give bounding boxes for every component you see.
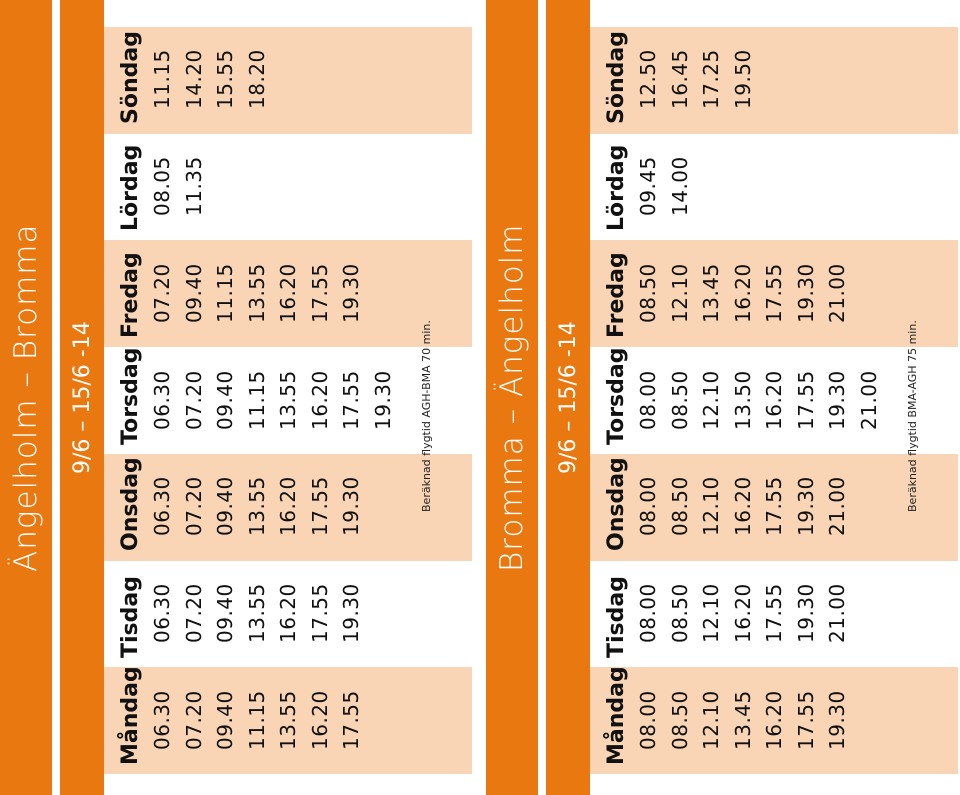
day-header: Torsdag <box>118 347 143 445</box>
schedule-grid <box>590 0 958 795</box>
departure-time: 13.45 <box>730 690 755 750</box>
departure-time: 08.50 <box>636 263 660 323</box>
departure-time: 08.50 <box>667 583 692 644</box>
departure-time: 17.55 <box>762 476 786 537</box>
departure-time: 12.10 <box>699 369 723 430</box>
day-header: Tisdag <box>604 576 629 659</box>
flight-time-note: Beräknad flygtid AGH-BMA 70 min. <box>420 320 433 512</box>
departure-time: 08.00 <box>636 369 660 430</box>
departure-time: 17.55 <box>307 476 332 537</box>
departure-time: 06.30 <box>150 476 174 537</box>
departure-time: 19.30 <box>370 369 395 430</box>
departure-time: 16.20 <box>730 583 755 644</box>
flight-time-note: Beräknad flygtid BMA-AGH 75 min. <box>906 320 919 512</box>
departure-time: 19.30 <box>339 583 363 644</box>
date-range: 9/6 – 15/6 -14 <box>69 320 95 474</box>
departure-time: 08.50 <box>667 369 692 430</box>
departure-time: 19.30 <box>339 263 363 323</box>
departure-time: 15.55 <box>213 49 237 110</box>
day-header: Söndag <box>604 31 629 125</box>
departure-time: 13.50 <box>730 369 755 430</box>
departure-time: 09.40 <box>213 476 237 537</box>
departure-time: 16.20 <box>730 263 755 323</box>
day-header: Lördag <box>604 144 629 231</box>
departure-time: 16.20 <box>762 369 786 430</box>
departure-time: 08.50 <box>667 476 692 537</box>
day-header: Tisdag <box>118 576 143 659</box>
departure-time: 13.55 <box>244 263 269 323</box>
departure-time: 12.10 <box>699 690 723 750</box>
departure-time: 12.10 <box>699 476 723 537</box>
departure-time: 12.10 <box>667 263 692 323</box>
route-title: Ängelholm – Bromma <box>8 223 44 572</box>
departure-time: 13.45 <box>699 263 723 323</box>
departure-time: 13.55 <box>244 476 269 537</box>
departure-time: 11.15 <box>150 49 174 110</box>
departure-time: 16.20 <box>307 690 332 750</box>
departure-time: 08.00 <box>636 690 660 750</box>
departure-time: 09.40 <box>213 583 237 644</box>
departure-time: 17.55 <box>762 583 786 644</box>
departure-time: 17.55 <box>307 263 332 323</box>
departure-time: 16.20 <box>730 476 755 537</box>
departure-time: 16.20 <box>762 690 786 750</box>
departure-time: 16.20 <box>276 263 300 323</box>
day-header: Måndag <box>118 666 143 765</box>
departure-time: 21.00 <box>856 369 881 430</box>
departure-time: 17.55 <box>793 369 818 430</box>
departure-time: 19.50 <box>730 49 755 110</box>
departure-time: 11.15 <box>244 690 269 750</box>
departure-time: 12.10 <box>699 583 723 644</box>
departure-time: 11.35 <box>181 156 206 216</box>
day-header: Onsdag <box>118 457 143 552</box>
day-header: Lördag <box>118 144 143 231</box>
departure-time: 17.25 <box>699 49 723 110</box>
departure-time: 14.20 <box>181 49 206 110</box>
departure-time: 16.45 <box>667 49 692 110</box>
departure-time: 16.20 <box>307 369 332 430</box>
departure-time: 11.15 <box>213 263 237 323</box>
departure-time: 06.30 <box>150 583 174 644</box>
departure-time: 16.20 <box>276 583 300 644</box>
departure-time: 13.55 <box>276 369 300 430</box>
departure-time: 13.55 <box>244 583 269 644</box>
departure-time: 07.20 <box>150 263 174 323</box>
route-title: Bromma – Ängelholm <box>494 223 530 572</box>
day-header: Söndag <box>118 31 143 125</box>
date-range: 9/6 – 15/6 -14 <box>555 320 581 474</box>
departure-time: 19.30 <box>793 583 818 644</box>
departure-time: 08.00 <box>636 476 660 537</box>
departure-time: 11.15 <box>244 369 269 430</box>
departure-time: 07.20 <box>181 690 206 750</box>
departure-time: 07.20 <box>181 476 206 537</box>
departure-time: 17.55 <box>307 583 332 644</box>
departure-time: 21.00 <box>825 583 849 644</box>
departure-time: 06.30 <box>150 690 174 750</box>
departure-time: 08.50 <box>667 690 692 750</box>
departure-time: 19.30 <box>793 263 818 323</box>
departure-time: 09.40 <box>213 369 237 430</box>
day-header: Onsdag <box>604 457 629 552</box>
departure-time: 08.05 <box>150 156 174 216</box>
departure-time: 13.55 <box>276 690 300 750</box>
departure-time: 07.20 <box>181 369 206 430</box>
departure-time: 17.55 <box>339 690 363 750</box>
departure-time: 09.40 <box>213 690 237 750</box>
departure-time: 06.30 <box>150 369 174 430</box>
departure-time: 17.55 <box>762 263 786 323</box>
departure-time: 21.00 <box>825 476 849 537</box>
departure-time: 09.45 <box>636 156 660 216</box>
departure-time: 14.00 <box>667 156 692 216</box>
departure-time: 07.20 <box>181 583 206 644</box>
departure-time: 19.30 <box>793 476 818 537</box>
day-header: Fredag <box>118 252 143 338</box>
departure-time: 19.30 <box>825 690 849 750</box>
departure-time: 21.00 <box>825 263 849 323</box>
departure-time: 08.00 <box>636 583 660 644</box>
departure-time: 12.50 <box>636 49 660 110</box>
timetable-panel <box>486 0 958 795</box>
departure-time: 19.30 <box>339 476 363 537</box>
departure-time: 18.20 <box>244 49 269 110</box>
day-header: Torsdag <box>604 347 629 445</box>
day-header: Måndag <box>604 666 629 765</box>
departure-time: 17.55 <box>339 369 363 430</box>
timetable-panel <box>0 0 472 795</box>
departure-time: 17.55 <box>793 690 818 750</box>
day-header: Fredag <box>604 252 629 338</box>
departure-time: 19.30 <box>825 369 849 430</box>
schedule-grid <box>104 0 472 795</box>
departure-time: 16.20 <box>276 476 300 537</box>
departure-time: 09.40 <box>181 263 206 323</box>
